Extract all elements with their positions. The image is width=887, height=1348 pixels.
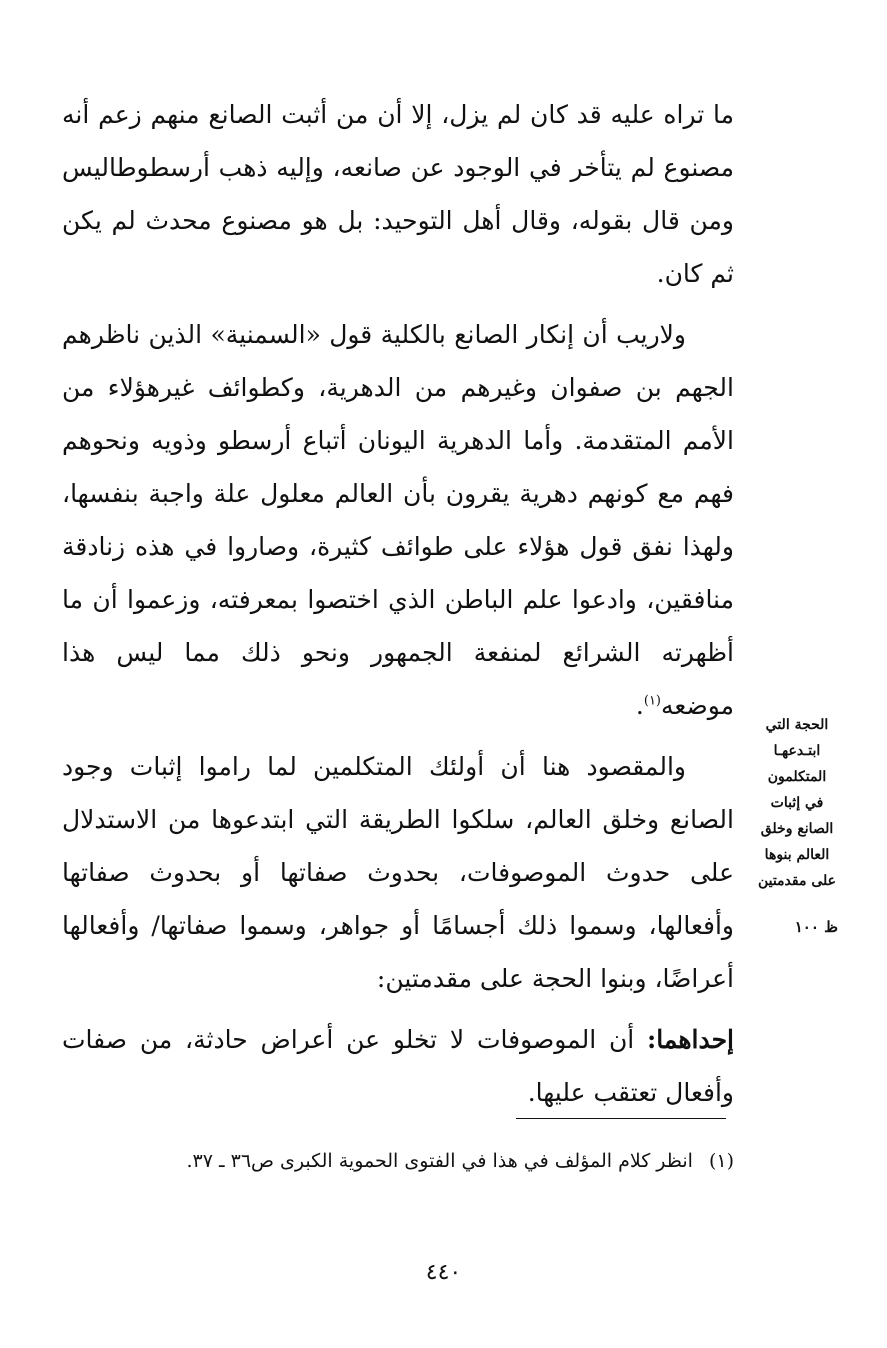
margin-heading-line: العالم بنوها — [764, 847, 830, 863]
manuscript-page-ref: ظ ١٠٠ — [794, 918, 838, 936]
margin-heading-line: ابتـدعهـا — [773, 743, 821, 759]
paragraph-2-text: ولاريب أن إنكار الصانع بالكلية قول «السمنية» الذين ناظرهم الجهم بن صفوان وغيرهم من الدهرية، وكطوائف غيرهؤلاء من الأمم المتقدمة. وأما الدهرية اليونان أتباع أرسطو وذويه ونحوهم فهم مع كونهم دهرية يقرون بأن العالم معلول علة واجبة بنفسها، ولهذا نفق قول هؤلاء على طوائف كثيرة، وصاروا في هذه زنادقة منافقين، وادعوا علم الباطن الذي اختصوا بمعرفته، وزعموا أن ما أظهرته الشرائع لمنفعة الجمهور ونحو ذلك مما ليس هذا موضعه — [62, 320, 734, 720]
margin-heading-line: في إثبات — [770, 795, 824, 811]
footnote-divider — [516, 1118, 726, 1119]
page-number: ٤٤٠ — [425, 1260, 462, 1285]
main-text — [62, 88, 734, 1119]
footnote-number: (١) — [708, 1150, 734, 1172]
paragraph-1: ما تراه عليه قد كان لم يزل، إلا أن من أثبت الصانع منهم زعم أنه مصنوع لم يتأخر في الوجود عن صانعه، وإليه ذهب أرسطوطاليس ومن قال بقوله، وقال أهل التوحيد: بل هو مصنوع محدث لم يكن ثم كان. — [62, 100, 734, 288]
margin-heading-line: المتكلمون — [767, 769, 827, 785]
paragraph-3: والمقصود هنا أن أولئك المتكلمين لما راموا إثبات وجود الصانع وخلق العالم، سلكوا الطريقة التي ابتدعوها من الاستدلال على حدوث الموصوفات، بحدوث صفاتها أو بحدوث صفاتها وأفعالها، وسموا ذلك أجسامًا أو جواهر، وسموا صفاتها/ وأفعالها أعراضًا، وبنوا الحجة على مقدمتين: — [62, 752, 734, 993]
footnote-text: انظر كلام المؤلف في هذا في الفتوى الحموية الكبرى ص٣٦ ـ ٣٧. — [186, 1150, 693, 1172]
paragraph-2-end: . — [635, 691, 644, 720]
paragraph-4 — [62, 1013, 734, 1119]
footnote-1 — [120, 1146, 734, 1176]
paragraph-4-text: أن الموصوفات لا تخلو عن أعراض حادثة، من صفات وأفعال تعتقب عليها. — [62, 1025, 734, 1107]
paragraph-4-lead: إحداهما: — [647, 1025, 734, 1054]
margin-heading-line: الحجة التي — [765, 717, 829, 733]
margin-heading — [756, 712, 838, 894]
footnote-ref-1: (١) — [643, 693, 661, 709]
paragraph-2 — [62, 308, 734, 732]
margin-heading-line: الصانع وخلق — [760, 821, 834, 837]
margin-heading-line: على مقدمتين — [757, 873, 837, 889]
